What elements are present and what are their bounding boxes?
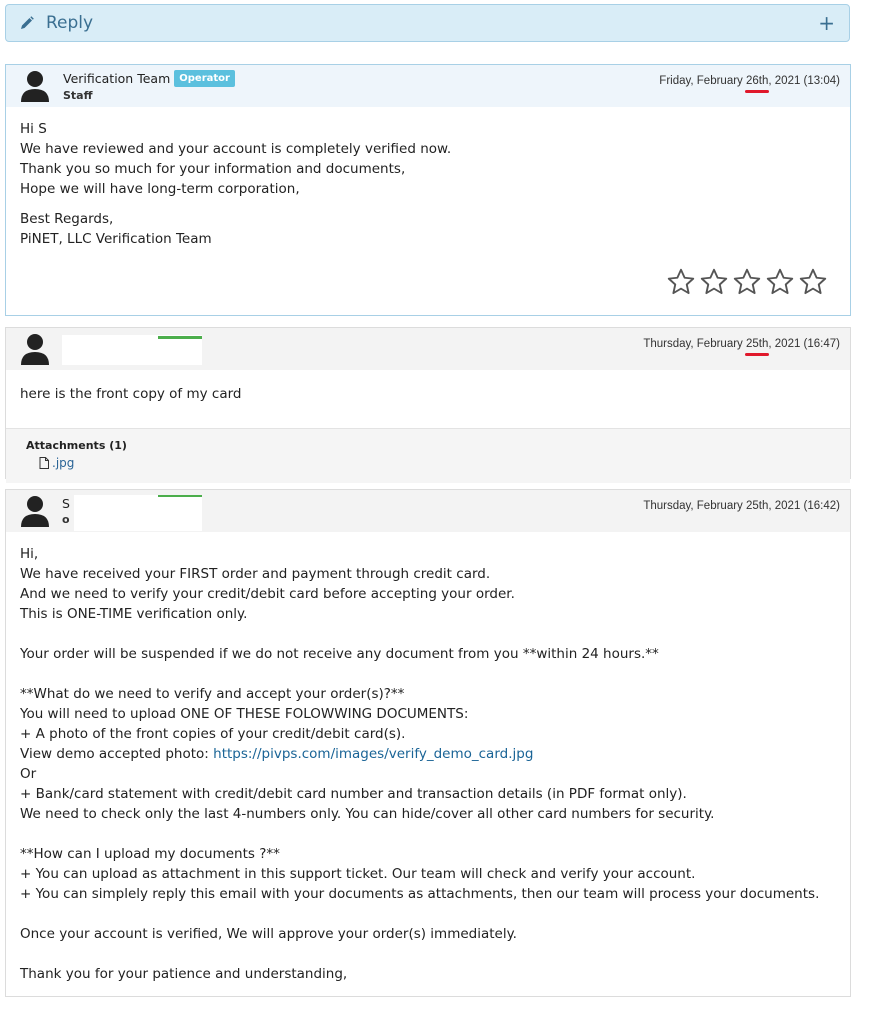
body-line: Thank you so much for your information and documents, (20, 161, 406, 177)
ticket-message-staff (5, 64, 851, 316)
body-line: Thank you for your patience and understanding, (20, 966, 348, 982)
body-line: here is the front copy of my card (20, 386, 242, 402)
ticket-message-client (5, 327, 851, 479)
author-role: o (62, 513, 70, 526)
message-body (6, 532, 850, 984)
attachments-title: Attachments (1) (26, 439, 127, 452)
ticket-message-client (5, 489, 851, 997)
user-avatar-icon (20, 495, 50, 527)
author-name: Verification Team (63, 71, 171, 86)
author-name: S (62, 496, 70, 511)
message-date: Thursday, February 25th, 2021 (16:42) (643, 500, 840, 512)
client-badge (158, 495, 202, 497)
message-body (6, 370, 850, 428)
client-badge (158, 336, 202, 339)
star-icon[interactable] (699, 267, 729, 297)
body-line: + You can upload as attachment in this support ticket. Our team will check and verify your account. (20, 866, 696, 882)
body-line: Hope we will have long-term corporation, (20, 181, 300, 197)
redacted-name (47, 121, 157, 137)
date-suffix: , 2021 (16:47) (768, 338, 840, 350)
greeting: Hi, (20, 546, 39, 562)
demo-label: View demo accepted photo: (20, 746, 214, 762)
star-icon[interactable] (765, 267, 795, 297)
greeting: Hi S (20, 121, 47, 137)
rating-stars[interactable] (666, 267, 828, 297)
body-line: We need to check only the last 4-numbers only. You can hide/cover all other card numbers for security. (20, 806, 715, 822)
body-line: You will need to upload ONE OF THESE FOLOWWING DOCUMENTS: (20, 706, 469, 722)
attachments-panel (6, 428, 850, 483)
body-line: And we need to verify your credit/debit card before accepting your order. (20, 586, 515, 602)
body-line: We have received your FIRST order and payment through credit card. (20, 566, 491, 582)
reply-toggle-bar[interactable] (5, 4, 850, 42)
attachment-filename[interactable]: .jpg (52, 456, 75, 470)
body-line: We have reviewed and your account is completely verified now. (20, 141, 452, 157)
star-icon[interactable] (732, 267, 762, 297)
user-avatar-icon (20, 70, 50, 102)
user-avatar-icon (20, 333, 50, 365)
body-line: Once your account is verified, We will approve your order(s) immediately. (20, 926, 517, 942)
body-line: Or (20, 766, 37, 782)
expand-plus-icon[interactable]: + (818, 11, 835, 35)
operator-badge: Operator (174, 70, 235, 87)
message-header (6, 328, 850, 370)
star-icon[interactable] (798, 267, 828, 297)
demo-photo-link[interactable]: https://pivps.com/images/verify_demo_card.jpg (213, 746, 534, 762)
date-suffix: , 2021 (13:04) (768, 75, 840, 87)
signoff-line: PiNET, LLC Verification Team (20, 231, 212, 247)
body-line: Your order will be suspended if we do not receive any document from you **within 24 hours.** (20, 646, 659, 662)
date-prefix: Friday, February (659, 75, 746, 87)
date-prefix: Thursday, February (643, 338, 746, 350)
date-day-underlined: 25th (746, 338, 769, 350)
star-icon[interactable] (666, 267, 696, 297)
pencil-icon (20, 15, 36, 31)
message-body (6, 107, 850, 249)
reply-label: Reply (46, 13, 94, 33)
body-line: + You can simplely reply this email with your documents as attachments, then our team will process your documents. (20, 886, 820, 902)
body-line: + A photo of the front copies of your credit/debit card(s). (20, 726, 406, 742)
author-role: Staff (63, 89, 93, 102)
body-line: **What do we need to verify and accept your order(s)?** (20, 686, 405, 702)
signoff-line: Best Regards, (20, 211, 114, 227)
date-day-underlined: 26th (746, 75, 769, 87)
body-line (20, 744, 836, 764)
redacted-author (62, 335, 202, 365)
message-header (6, 490, 850, 532)
file-icon (39, 457, 49, 469)
message-header (6, 65, 850, 107)
message-date (659, 75, 840, 87)
attachment-link[interactable] (39, 456, 830, 470)
body-line: + Bank/card statement with credit/debit card number and transaction details (in PDF format only). (20, 786, 687, 802)
redacted-author (74, 495, 202, 531)
body-line: **How can I upload my documents ?** (20, 846, 280, 862)
body-line: This is ONE-TIME verification only. (20, 606, 248, 622)
message-date (643, 338, 840, 350)
